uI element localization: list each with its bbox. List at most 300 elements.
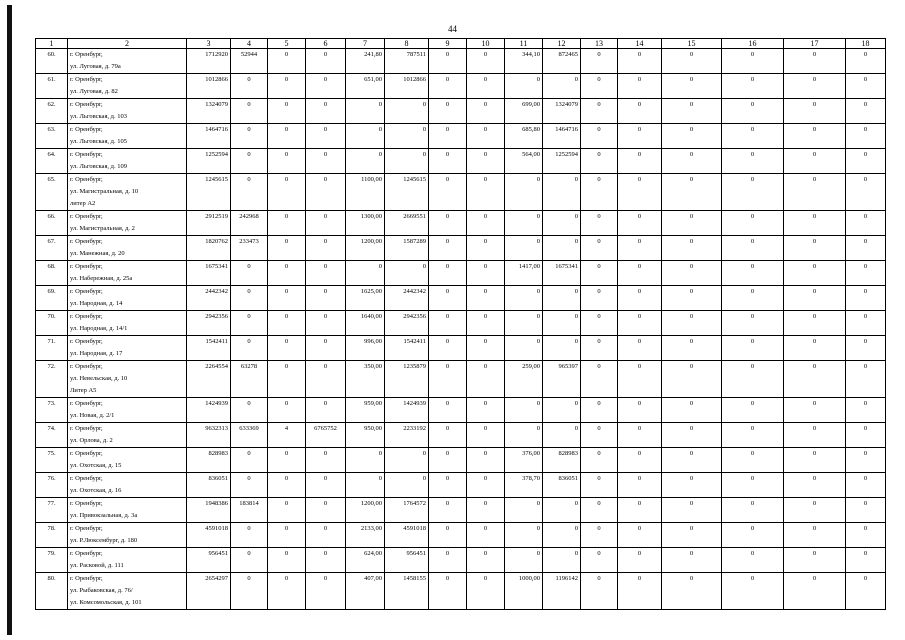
value-cell: 0 bbox=[306, 99, 346, 124]
table-row bbox=[36, 448, 886, 473]
row-number: 60. bbox=[36, 49, 68, 74]
address-line: ул. Набережная, д. 25а bbox=[70, 275, 133, 282]
value-cell: 376,00 bbox=[505, 448, 543, 473]
value-cell: 0 bbox=[268, 236, 306, 261]
value-cell: 0 bbox=[662, 211, 722, 236]
value-cell: 1252594 bbox=[543, 149, 581, 174]
value-cell: 685,80 bbox=[505, 124, 543, 149]
value-cell: 0 bbox=[429, 174, 467, 211]
address-cell bbox=[68, 336, 187, 361]
value-cell: 0 bbox=[467, 498, 505, 523]
value-cell: 0 bbox=[784, 149, 846, 174]
value-cell: 4 bbox=[268, 423, 306, 448]
table-row bbox=[36, 174, 886, 211]
value-cell: 0 bbox=[467, 398, 505, 423]
value-cell: 0 bbox=[722, 573, 784, 610]
value-cell: 0 bbox=[429, 573, 467, 610]
value-cell: 1458155 bbox=[385, 573, 429, 610]
value-cell: 0 bbox=[429, 99, 467, 124]
value-cell: 0 bbox=[268, 311, 306, 336]
value-cell: 0 bbox=[662, 473, 722, 498]
value-cell: 0 bbox=[268, 498, 306, 523]
value-cell: 0 bbox=[846, 311, 886, 336]
value-cell: 0 bbox=[306, 236, 346, 261]
address-line: ул. Привокзальная, д. 3а bbox=[70, 512, 138, 519]
header-cell: 18 bbox=[846, 39, 886, 49]
value-cell: 0 bbox=[662, 174, 722, 211]
value-cell: 959,00 bbox=[346, 398, 385, 423]
value-cell: 1200,00 bbox=[346, 236, 385, 261]
value-cell: 0 bbox=[581, 548, 618, 573]
value-cell: 0 bbox=[581, 124, 618, 149]
value-cell: 0 bbox=[306, 548, 346, 573]
value-cell: 0 bbox=[306, 174, 346, 211]
value-cell: 0 bbox=[467, 49, 505, 74]
value-cell: 0 bbox=[268, 261, 306, 286]
value-cell: 0 bbox=[784, 124, 846, 149]
row-number: 63. bbox=[36, 124, 68, 149]
value-cell: 9632313 bbox=[187, 423, 231, 448]
value-cell: 0 bbox=[662, 74, 722, 99]
value-cell: 0 bbox=[268, 211, 306, 236]
value-cell: 0 bbox=[662, 398, 722, 423]
address-line: ул. Народная, д. 14 bbox=[70, 300, 123, 307]
value-cell: 0 bbox=[429, 498, 467, 523]
value-cell: 0 bbox=[722, 423, 784, 448]
value-cell: 0 bbox=[784, 99, 846, 124]
value-cell: 0 bbox=[505, 548, 543, 573]
value-cell: 0 bbox=[467, 548, 505, 573]
data-table bbox=[35, 38, 886, 610]
value-cell: 1764572 bbox=[385, 498, 429, 523]
address-cell bbox=[68, 236, 187, 261]
value-cell: 259,00 bbox=[505, 361, 543, 398]
value-cell: 0 bbox=[543, 174, 581, 211]
address-cell bbox=[68, 99, 187, 124]
value-cell: 0 bbox=[467, 336, 505, 361]
value-cell: 0 bbox=[662, 149, 722, 174]
value-cell: 0 bbox=[505, 498, 543, 523]
value-cell: 0 bbox=[467, 149, 505, 174]
value-cell: 0 bbox=[846, 336, 886, 361]
value-cell: 0 bbox=[784, 523, 846, 548]
value-cell: 836051 bbox=[543, 473, 581, 498]
header-row bbox=[36, 39, 886, 49]
value-cell: 0 bbox=[722, 498, 784, 523]
value-cell: 0 bbox=[581, 311, 618, 336]
value-cell: 0 bbox=[784, 236, 846, 261]
value-cell: 0 bbox=[268, 99, 306, 124]
value-cell: 0 bbox=[543, 523, 581, 548]
value-cell: 0 bbox=[543, 236, 581, 261]
value-cell: 1012866 bbox=[385, 74, 429, 99]
value-cell: 0 bbox=[618, 361, 662, 398]
row-number: 75. bbox=[36, 448, 68, 473]
value-cell: 0 bbox=[429, 49, 467, 74]
value-cell: 2442342 bbox=[187, 286, 231, 311]
value-cell: 0 bbox=[231, 548, 268, 573]
value-cell: 0 bbox=[722, 99, 784, 124]
table-row bbox=[36, 398, 886, 423]
address-line: ул. Льговская, д. 103 bbox=[70, 113, 127, 120]
header-cell: 5 bbox=[268, 39, 306, 49]
value-cell: 0 bbox=[268, 448, 306, 473]
value-cell: 0 bbox=[722, 286, 784, 311]
value-cell: 0 bbox=[429, 398, 467, 423]
value-cell: 787511 bbox=[385, 49, 429, 74]
value-cell: 0 bbox=[505, 423, 543, 448]
value-cell: 0 bbox=[505, 74, 543, 99]
value-cell: 1542411 bbox=[187, 336, 231, 361]
value-cell: 0 bbox=[784, 286, 846, 311]
table-row bbox=[36, 74, 886, 99]
value-cell: 0 bbox=[618, 398, 662, 423]
value-cell: 0 bbox=[784, 261, 846, 286]
value-cell: 344,10 bbox=[505, 49, 543, 74]
value-cell: 0 bbox=[722, 523, 784, 548]
value-cell: 0 bbox=[231, 261, 268, 286]
value-cell: 0 bbox=[722, 149, 784, 174]
table-row bbox=[36, 286, 886, 311]
row-number: 62. bbox=[36, 99, 68, 124]
address-line: ул. Народная, д. 14/1 bbox=[70, 325, 128, 332]
value-cell: 0 bbox=[662, 498, 722, 523]
value-cell: 52944 bbox=[231, 49, 268, 74]
address-cell bbox=[68, 124, 187, 149]
value-cell: 0 bbox=[846, 49, 886, 74]
value-cell: 0 bbox=[306, 336, 346, 361]
value-cell: 1820762 bbox=[187, 236, 231, 261]
address-cell bbox=[68, 548, 187, 573]
value-cell: 0 bbox=[306, 448, 346, 473]
value-cell: 0 bbox=[306, 473, 346, 498]
value-cell: 0 bbox=[662, 573, 722, 610]
value-cell: 0 bbox=[846, 448, 886, 473]
value-cell: 0 bbox=[385, 261, 429, 286]
header-cell: 15 bbox=[662, 39, 722, 49]
value-cell: 0 bbox=[346, 448, 385, 473]
row-number: 73. bbox=[36, 398, 68, 423]
value-cell: 0 bbox=[231, 74, 268, 99]
value-cell: 0 bbox=[306, 286, 346, 311]
value-cell: 0 bbox=[429, 124, 467, 149]
value-cell: 950,00 bbox=[346, 423, 385, 448]
value-cell: 0 bbox=[268, 49, 306, 74]
value-cell: 0 bbox=[846, 398, 886, 423]
value-cell: 0 bbox=[618, 473, 662, 498]
value-cell: 0 bbox=[784, 573, 846, 610]
value-cell: 1640,00 bbox=[346, 311, 385, 336]
row-number: 77. bbox=[36, 498, 68, 523]
value-cell: 0 bbox=[618, 174, 662, 211]
value-cell: 0 bbox=[543, 211, 581, 236]
value-cell: 0 bbox=[846, 236, 886, 261]
value-cell: 0 bbox=[268, 124, 306, 149]
row-number: 74. bbox=[36, 423, 68, 448]
address-cell bbox=[68, 211, 187, 236]
value-cell: 242968 bbox=[231, 211, 268, 236]
row-number: 80. bbox=[36, 573, 68, 610]
value-cell: 0 bbox=[618, 548, 662, 573]
address-cell bbox=[68, 49, 187, 74]
value-cell: 0 bbox=[618, 49, 662, 74]
address-line: г. Оренбург, bbox=[70, 151, 103, 158]
value-cell: 1324079 bbox=[187, 99, 231, 124]
header-cell: 17 bbox=[784, 39, 846, 49]
value-cell: 0 bbox=[581, 423, 618, 448]
value-cell: 0 bbox=[231, 523, 268, 548]
value-cell: 0 bbox=[618, 498, 662, 523]
value-cell: 1100,00 bbox=[346, 174, 385, 211]
value-cell: 0 bbox=[429, 74, 467, 99]
address-line: г. Оренбург, bbox=[70, 176, 103, 183]
value-cell: 233473 bbox=[231, 236, 268, 261]
value-cell: 0 bbox=[722, 49, 784, 74]
value-cell: 965397 bbox=[543, 361, 581, 398]
address-cell bbox=[68, 174, 187, 211]
value-cell: 4591018 bbox=[187, 523, 231, 548]
value-cell: 0 bbox=[618, 149, 662, 174]
row-number: 76. bbox=[36, 473, 68, 498]
address-line: ул. Льговская, д. 109 bbox=[70, 163, 127, 170]
scan-edge-bar bbox=[7, 5, 12, 635]
address-line: г. Оренбург, bbox=[70, 238, 103, 245]
value-cell: 0 bbox=[722, 211, 784, 236]
address-cell bbox=[68, 311, 187, 336]
value-cell: 0 bbox=[581, 74, 618, 99]
value-cell: 0 bbox=[268, 398, 306, 423]
value-cell: 836051 bbox=[187, 473, 231, 498]
value-cell: 0 bbox=[346, 124, 385, 149]
value-cell: 651,00 bbox=[346, 74, 385, 99]
value-cell: 1000,00 bbox=[505, 573, 543, 610]
value-cell: 0 bbox=[846, 174, 886, 211]
value-cell: 0 bbox=[722, 473, 784, 498]
value-cell: 0 bbox=[467, 311, 505, 336]
value-cell: 0 bbox=[618, 448, 662, 473]
table-row bbox=[36, 49, 886, 74]
table-row bbox=[36, 573, 886, 610]
value-cell: 0 bbox=[467, 211, 505, 236]
table-row bbox=[36, 311, 886, 336]
value-cell: 0 bbox=[618, 236, 662, 261]
address-line: г. Оренбург, bbox=[70, 263, 103, 270]
address-line: ул. Невельская, д. 10 bbox=[70, 375, 128, 382]
value-cell: 0 bbox=[846, 74, 886, 99]
address-line: ул. Манежная, д. 20 bbox=[70, 250, 125, 257]
value-cell: 0 bbox=[268, 286, 306, 311]
value-cell: 0 bbox=[618, 124, 662, 149]
value-cell: 0 bbox=[306, 398, 346, 423]
value-cell: 0 bbox=[346, 473, 385, 498]
value-cell: 0 bbox=[784, 336, 846, 361]
value-cell: 0 bbox=[662, 423, 722, 448]
header-cell: 7 bbox=[346, 39, 385, 49]
value-cell: 0 bbox=[784, 174, 846, 211]
value-cell: 0 bbox=[231, 473, 268, 498]
header-cell: 8 bbox=[385, 39, 429, 49]
value-cell: 1464716 bbox=[187, 124, 231, 149]
value-cell: 350,00 bbox=[346, 361, 385, 398]
value-cell: 872465 bbox=[543, 49, 581, 74]
value-cell: 0 bbox=[231, 311, 268, 336]
address-line: ул. Охотская, д. 16 bbox=[70, 487, 122, 494]
value-cell: 1542411 bbox=[385, 336, 429, 361]
value-cell: 0 bbox=[385, 99, 429, 124]
value-cell: 1417,00 bbox=[505, 261, 543, 286]
address-cell bbox=[68, 149, 187, 174]
value-cell: 0 bbox=[346, 99, 385, 124]
value-cell: 0 bbox=[385, 473, 429, 498]
value-cell: 0 bbox=[784, 498, 846, 523]
value-cell: 0 bbox=[429, 361, 467, 398]
value-cell: 0 bbox=[662, 99, 722, 124]
value-cell: 633369 bbox=[231, 423, 268, 448]
value-cell: 0 bbox=[618, 336, 662, 361]
value-cell: 0 bbox=[543, 336, 581, 361]
table-row bbox=[36, 498, 886, 523]
value-cell: 0 bbox=[543, 286, 581, 311]
value-cell: 1948386 bbox=[187, 498, 231, 523]
value-cell: 0 bbox=[662, 124, 722, 149]
value-cell: 0 bbox=[306, 573, 346, 610]
value-cell: 0 bbox=[306, 498, 346, 523]
value-cell: 0 bbox=[662, 336, 722, 361]
address-cell bbox=[68, 498, 187, 523]
value-cell: 0 bbox=[846, 261, 886, 286]
value-cell: 0 bbox=[662, 361, 722, 398]
value-cell: 1625,00 bbox=[346, 286, 385, 311]
address-line: ул. Р.Люксембург, д. 180 bbox=[70, 537, 138, 544]
value-cell: 699,00 bbox=[505, 99, 543, 124]
value-cell: 0 bbox=[581, 473, 618, 498]
value-cell: 0 bbox=[581, 498, 618, 523]
value-cell: 1245615 bbox=[385, 174, 429, 211]
value-cell: 0 bbox=[581, 211, 618, 236]
value-cell: 2942356 bbox=[385, 311, 429, 336]
value-cell: 1324079 bbox=[543, 99, 581, 124]
value-cell: 0 bbox=[846, 548, 886, 573]
value-cell: 0 bbox=[784, 49, 846, 74]
value-cell: 0 bbox=[306, 149, 346, 174]
header-cell: 13 bbox=[581, 39, 618, 49]
address-cell bbox=[68, 286, 187, 311]
value-cell: 0 bbox=[581, 361, 618, 398]
address-line: г. Оренбург, bbox=[70, 550, 103, 557]
value-cell: 0 bbox=[722, 336, 784, 361]
value-cell: 0 bbox=[784, 473, 846, 498]
address-line: г. Оренбург, bbox=[70, 51, 103, 58]
value-cell: 0 bbox=[231, 149, 268, 174]
row-number: 64. bbox=[36, 149, 68, 174]
value-cell: 0 bbox=[846, 361, 886, 398]
value-cell: 2264554 bbox=[187, 361, 231, 398]
value-cell: 0 bbox=[467, 573, 505, 610]
table-row bbox=[36, 523, 886, 548]
value-cell: 0 bbox=[429, 149, 467, 174]
value-cell: 0 bbox=[467, 361, 505, 398]
value-cell: 0 bbox=[662, 448, 722, 473]
value-cell: 1012866 bbox=[187, 74, 231, 99]
address-cell bbox=[68, 523, 187, 548]
value-cell: 0 bbox=[467, 261, 505, 286]
value-cell: 0 bbox=[231, 336, 268, 361]
address-line: ул. Народная, д. 17 bbox=[70, 350, 123, 357]
value-cell: 0 bbox=[268, 361, 306, 398]
address-cell bbox=[68, 398, 187, 423]
value-cell: 0 bbox=[846, 573, 886, 610]
value-cell: 6765752 bbox=[306, 423, 346, 448]
value-cell: 0 bbox=[268, 473, 306, 498]
value-cell: 1200,00 bbox=[346, 498, 385, 523]
table-row bbox=[36, 211, 886, 236]
value-cell: 0 bbox=[467, 124, 505, 149]
value-cell: 0 bbox=[505, 398, 543, 423]
header-cell: 6 bbox=[306, 39, 346, 49]
value-cell: 0 bbox=[467, 423, 505, 448]
header-cell: 11 bbox=[505, 39, 543, 49]
value-cell: 0 bbox=[505, 236, 543, 261]
value-cell: 0 bbox=[784, 448, 846, 473]
value-cell: 1424939 bbox=[385, 398, 429, 423]
value-cell: 1712920 bbox=[187, 49, 231, 74]
value-cell: 0 bbox=[662, 261, 722, 286]
value-cell: 0 bbox=[346, 149, 385, 174]
value-cell: 2669551 bbox=[385, 211, 429, 236]
address-line: г. Оренбург, bbox=[70, 126, 103, 133]
value-cell: 0 bbox=[581, 99, 618, 124]
value-cell: 0 bbox=[784, 548, 846, 573]
value-cell: 0 bbox=[662, 286, 722, 311]
value-cell: 0 bbox=[722, 311, 784, 336]
value-cell: 0 bbox=[306, 49, 346, 74]
header-cell: 4 bbox=[231, 39, 268, 49]
row-number: 61. bbox=[36, 74, 68, 99]
table-row bbox=[36, 423, 886, 448]
address-line: г. Оренбург, bbox=[70, 475, 103, 482]
value-cell: 0 bbox=[505, 286, 543, 311]
value-cell: 0 bbox=[231, 398, 268, 423]
value-cell: 1464716 bbox=[543, 124, 581, 149]
value-cell: 1235879 bbox=[385, 361, 429, 398]
value-cell: 0 bbox=[784, 398, 846, 423]
row-number: 72. bbox=[36, 361, 68, 398]
value-cell: 0 bbox=[467, 236, 505, 261]
value-cell: 0 bbox=[543, 311, 581, 336]
value-cell: 0 bbox=[581, 174, 618, 211]
value-cell: 996,00 bbox=[346, 336, 385, 361]
value-cell: 0 bbox=[581, 448, 618, 473]
value-cell: 2442342 bbox=[385, 286, 429, 311]
value-cell: 0 bbox=[722, 124, 784, 149]
row-number: 71. bbox=[36, 336, 68, 361]
value-cell: 0 bbox=[505, 174, 543, 211]
address-line: ул. Орлова, д. 2 bbox=[70, 437, 113, 444]
value-cell: 0 bbox=[268, 74, 306, 99]
value-cell: 0 bbox=[268, 336, 306, 361]
value-cell: 0 bbox=[306, 124, 346, 149]
header-cell: 2 bbox=[68, 39, 187, 49]
value-cell: 0 bbox=[784, 74, 846, 99]
value-cell: 0 bbox=[722, 236, 784, 261]
value-cell: 0 bbox=[231, 174, 268, 211]
value-cell: 1675341 bbox=[187, 261, 231, 286]
value-cell: 378,70 bbox=[505, 473, 543, 498]
address-line: г. Оренбург, bbox=[70, 575, 103, 582]
address-line: г. Оренбург, bbox=[70, 363, 103, 370]
value-cell: 0 bbox=[467, 286, 505, 311]
value-cell: 0 bbox=[505, 523, 543, 548]
